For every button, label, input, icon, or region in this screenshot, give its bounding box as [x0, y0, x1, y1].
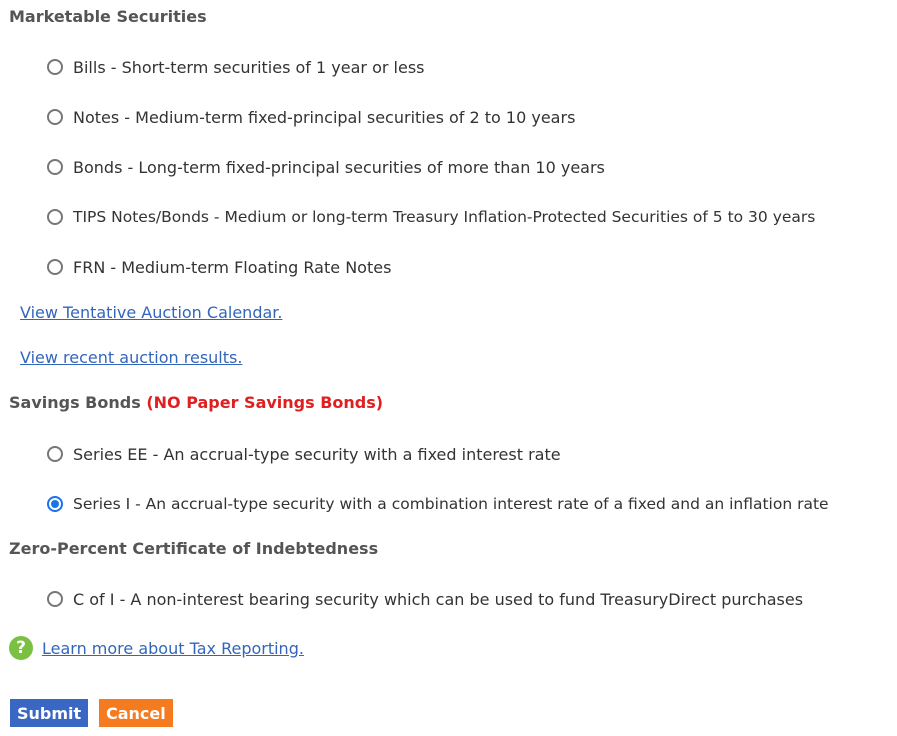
option-tips[interactable] — [43, 205, 815, 229]
radio-unchecked-icon — [47, 109, 63, 125]
help-question-icon: ? — [9, 636, 33, 660]
radio-series-i[interactable] — [43, 492, 67, 516]
option-frn-label: FRN - Medium-term Floating Rate Notes — [73, 257, 392, 277]
cancel-button[interactable]: Cancel — [99, 699, 173, 727]
option-notes-label: Notes - Medium-term fixed-principal securities of 2 to 10 years — [73, 107, 576, 127]
radio-unchecked-icon — [47, 591, 63, 607]
savings-bonds-title: Savings Bonds — [9, 393, 141, 412]
radio-bonds[interactable] — [43, 155, 67, 179]
option-bonds-label: Bonds - Long-term fixed-principal securities of more than 10 years — [73, 157, 605, 177]
auction-calendar-link[interactable]: View Tentative Auction Calendar. — [20, 303, 283, 322]
radio-c-of-i[interactable] — [43, 587, 67, 611]
option-series-i-label: Series I - An accrual-type security with a combination interest rate of a fixed and an inflation rate — [73, 495, 829, 513]
radio-tips[interactable] — [43, 205, 67, 229]
radio-unchecked-icon — [47, 446, 63, 462]
option-series-i[interactable] — [43, 492, 829, 516]
auction-results-link[interactable]: View recent auction results. — [20, 348, 243, 367]
option-series-ee[interactable] — [43, 442, 561, 466]
option-c-of-i[interactable] — [43, 587, 803, 611]
option-notes[interactable] — [43, 105, 575, 129]
option-frn[interactable] — [43, 255, 391, 279]
radio-frn[interactable] — [43, 255, 67, 279]
option-tips-label: TIPS Notes/Bonds - Medium or long-term Treasury Inflation-Protected Securities of 5 to 30 years — [73, 208, 816, 226]
marketable-securities-heading: Marketable Securities — [9, 7, 207, 26]
radio-series-ee[interactable] — [43, 442, 67, 466]
submit-button[interactable]: Submit — [10, 699, 88, 727]
savings-bonds-heading — [9, 393, 383, 412]
paper-bonds-warning: (NO Paper Savings Bonds) — [146, 393, 384, 412]
tax-reporting-help — [9, 636, 304, 660]
radio-unchecked-icon — [47, 159, 63, 175]
radio-unchecked-icon — [47, 259, 63, 275]
radio-checked-icon — [47, 496, 63, 512]
radio-bills[interactable] — [43, 55, 67, 79]
option-bills[interactable] — [43, 55, 424, 79]
zero-percent-heading: Zero-Percent Certificate of Indebtedness — [9, 539, 379, 558]
radio-unchecked-icon — [47, 209, 63, 225]
option-bills-label: Bills - Short-term securities of 1 year or less — [73, 57, 425, 77]
option-bonds[interactable] — [43, 155, 605, 179]
radio-unchecked-icon — [47, 59, 63, 75]
option-series-ee-label: Series EE - An accrual-type security with a fixed interest rate — [73, 444, 561, 464]
tax-reporting-link[interactable]: Learn more about Tax Reporting. — [42, 638, 304, 658]
radio-notes[interactable] — [43, 105, 67, 129]
option-c-of-i-label: C of I - A non-interest bearing security which can be used to fund TreasuryDirect purchases — [73, 589, 804, 609]
